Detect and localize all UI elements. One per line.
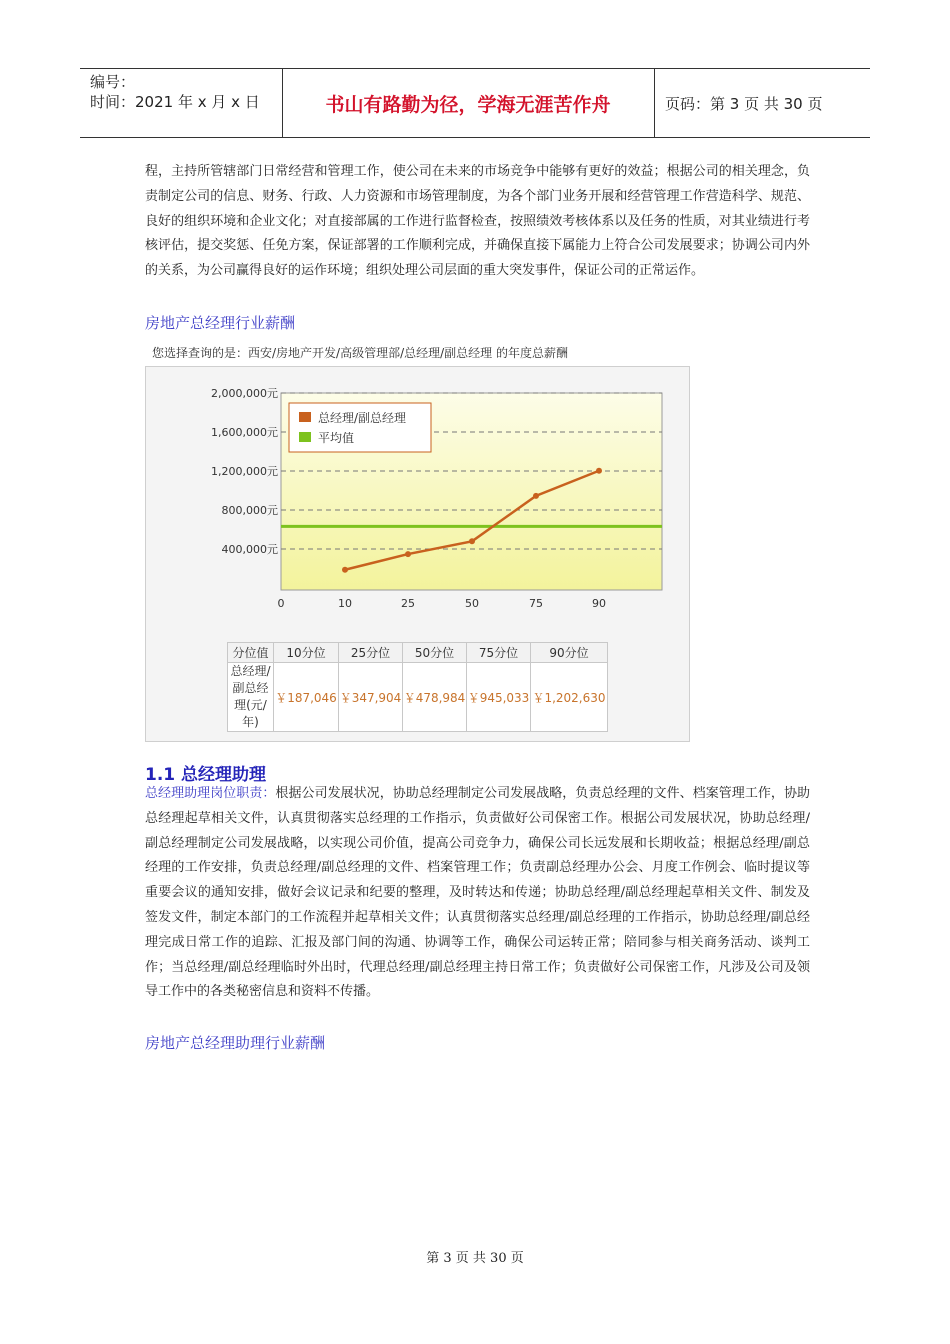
chart-caption: 您选择查询的是：西安/房地产开发/高级管理部/总经理/副总经理 的年度总薪酬: [152, 346, 568, 360]
y-tick-label: 800,000元: [221, 504, 278, 517]
x-tick-label: 10: [338, 597, 352, 610]
table-row-label: [228, 663, 274, 732]
header-motto: 书山有路勤为径，学海无涯苦作舟: [282, 69, 655, 137]
section-title: 1.1 总经理助理: [145, 765, 267, 785]
salary-link-assistant[interactable]: 房地产总经理助理行业薪酬: [145, 1034, 326, 1052]
row-label-line: 年): [242, 715, 259, 729]
row-label-line: 总经理/: [230, 664, 271, 678]
legend-label-avg: 平均值: [318, 431, 355, 445]
data-point: [405, 551, 411, 557]
legend-label-gm: 总经理/副总经理: [318, 411, 407, 425]
salary-chart: [146, 367, 689, 641]
y-axis-ticks: [211, 387, 278, 556]
data-point: [596, 468, 602, 474]
legend-swatch-gm: [299, 412, 311, 422]
y-tick-label: 2,000,000元: [211, 387, 278, 400]
intro-paragraph: 程，主持所管辖部门日常经营和管理工作，使公司在未来的市场竞争中能够有更好的效益；根据公司的相关理念，负责制定公司的信息、财务、行政、人力资源和市场管理制度，为各个部门业务开展和经营管理工作营造科学、规范、良好的组织环境和企业文化；对直接部属的工作进行监督检查，按照绩效考核体系以及任务的性质，对其业绩进行考核评估，提交奖惩、任免方案，保证部署的工作顺利完成，并确保直接下属能力上符合公司发展要求；协调公司内外的关系，为公司赢得良好的运作环境；组织处理公司层面的重大突发事件，保证公司的正常运作。: [145, 164, 810, 279]
data-point: [342, 567, 348, 573]
table-cell: ￥187,046: [274, 663, 339, 732]
table-header-row: [228, 643, 608, 663]
table-header-cell: 50分位: [403, 643, 467, 663]
x-tick-label: 50: [465, 597, 479, 610]
data-point: [533, 493, 539, 499]
section-paragraph: [145, 782, 810, 1005]
y-tick-label: 400,000元: [221, 543, 278, 556]
table-header-cell: 75分位: [467, 643, 531, 663]
table-cell: ￥478,984: [403, 663, 467, 732]
table-cell: ￥945,033: [467, 663, 531, 732]
table-header-cell: 90分位: [531, 643, 608, 663]
row-label-line: 理(元/: [234, 698, 267, 712]
y-tick-label: 1,200,000元: [211, 465, 278, 478]
page-header: [80, 68, 870, 138]
table-cell: ￥1,202,630: [531, 663, 608, 732]
header-number: 编号：: [90, 73, 136, 91]
section-body: 根据公司发展状况，协助总经理制定公司发展战略，负责总经理的文件、档案管理工作，协助总经理起草相关文件，认真贯彻落实总经理的工作指示，负责做好公司保密工作。根据公司发展状况，协助总经理/副总经理制定公司发展战略，以实现公司价值，提高公司竞争力，确保公司长远发展和长期收益；根据总经理/副总经理的工作安排，负责总经理/副总经理的文件、档案管理工作；负责副总经理办公会、月度工作例会、临时提议等重要会议的通知安排，做好会议记录和纪要的整理，及时转达和传递；协助总经理/副总经理起草相关文件、制发及签发文件，制定本部门的工作流程并起草相关文件；认真贯彻落实总经理/副总经理的工作指示，协助总经理/副总经理完成日常工作的追踪、汇报及部门间的沟通、协调等工作，确保公司运转正常；陪同参与相关商务活动、谈判工作；当总经理/副总经理临时外出时，代理总经理/副总经理主持日常工作；负责做好公司保密工作，凡涉及公司及领导工作中的各类秘密信息和资料不传播。: [145, 786, 810, 1000]
header-info-cell: [80, 69, 283, 137]
x-axis-ticks: [278, 597, 607, 610]
table-row: [228, 663, 608, 732]
salary-link-gm[interactable]: 房地产总经理行业薪酬: [145, 314, 296, 332]
x-tick-label: 90: [592, 597, 606, 610]
data-point: [469, 538, 475, 544]
y-tick-label: 1,600,000元: [211, 426, 278, 439]
legend-swatch-avg: [299, 432, 311, 442]
table-header-cell: 分位值: [228, 643, 274, 663]
page-footer: 第 3 页 共 30 页: [426, 1251, 524, 1266]
header-page-number: 页码：第 3 页 共 30 页: [665, 94, 823, 113]
table-header-cell: 25分位: [339, 643, 403, 663]
header-time: 时间：2021 年 x 月 x 日: [90, 93, 260, 111]
legend: [289, 403, 431, 452]
table-cell: ￥347,904: [339, 663, 403, 732]
x-tick-label: 0: [277, 597, 285, 610]
x-tick-label: 25: [401, 597, 415, 610]
section-lead[interactable]: 总经理助理岗位职责：: [145, 786, 276, 801]
table-header-cell: 10分位: [274, 643, 339, 663]
row-label-line: 副总经: [232, 681, 269, 695]
x-tick-label: 75: [529, 597, 543, 610]
percentile-table: [227, 642, 608, 732]
